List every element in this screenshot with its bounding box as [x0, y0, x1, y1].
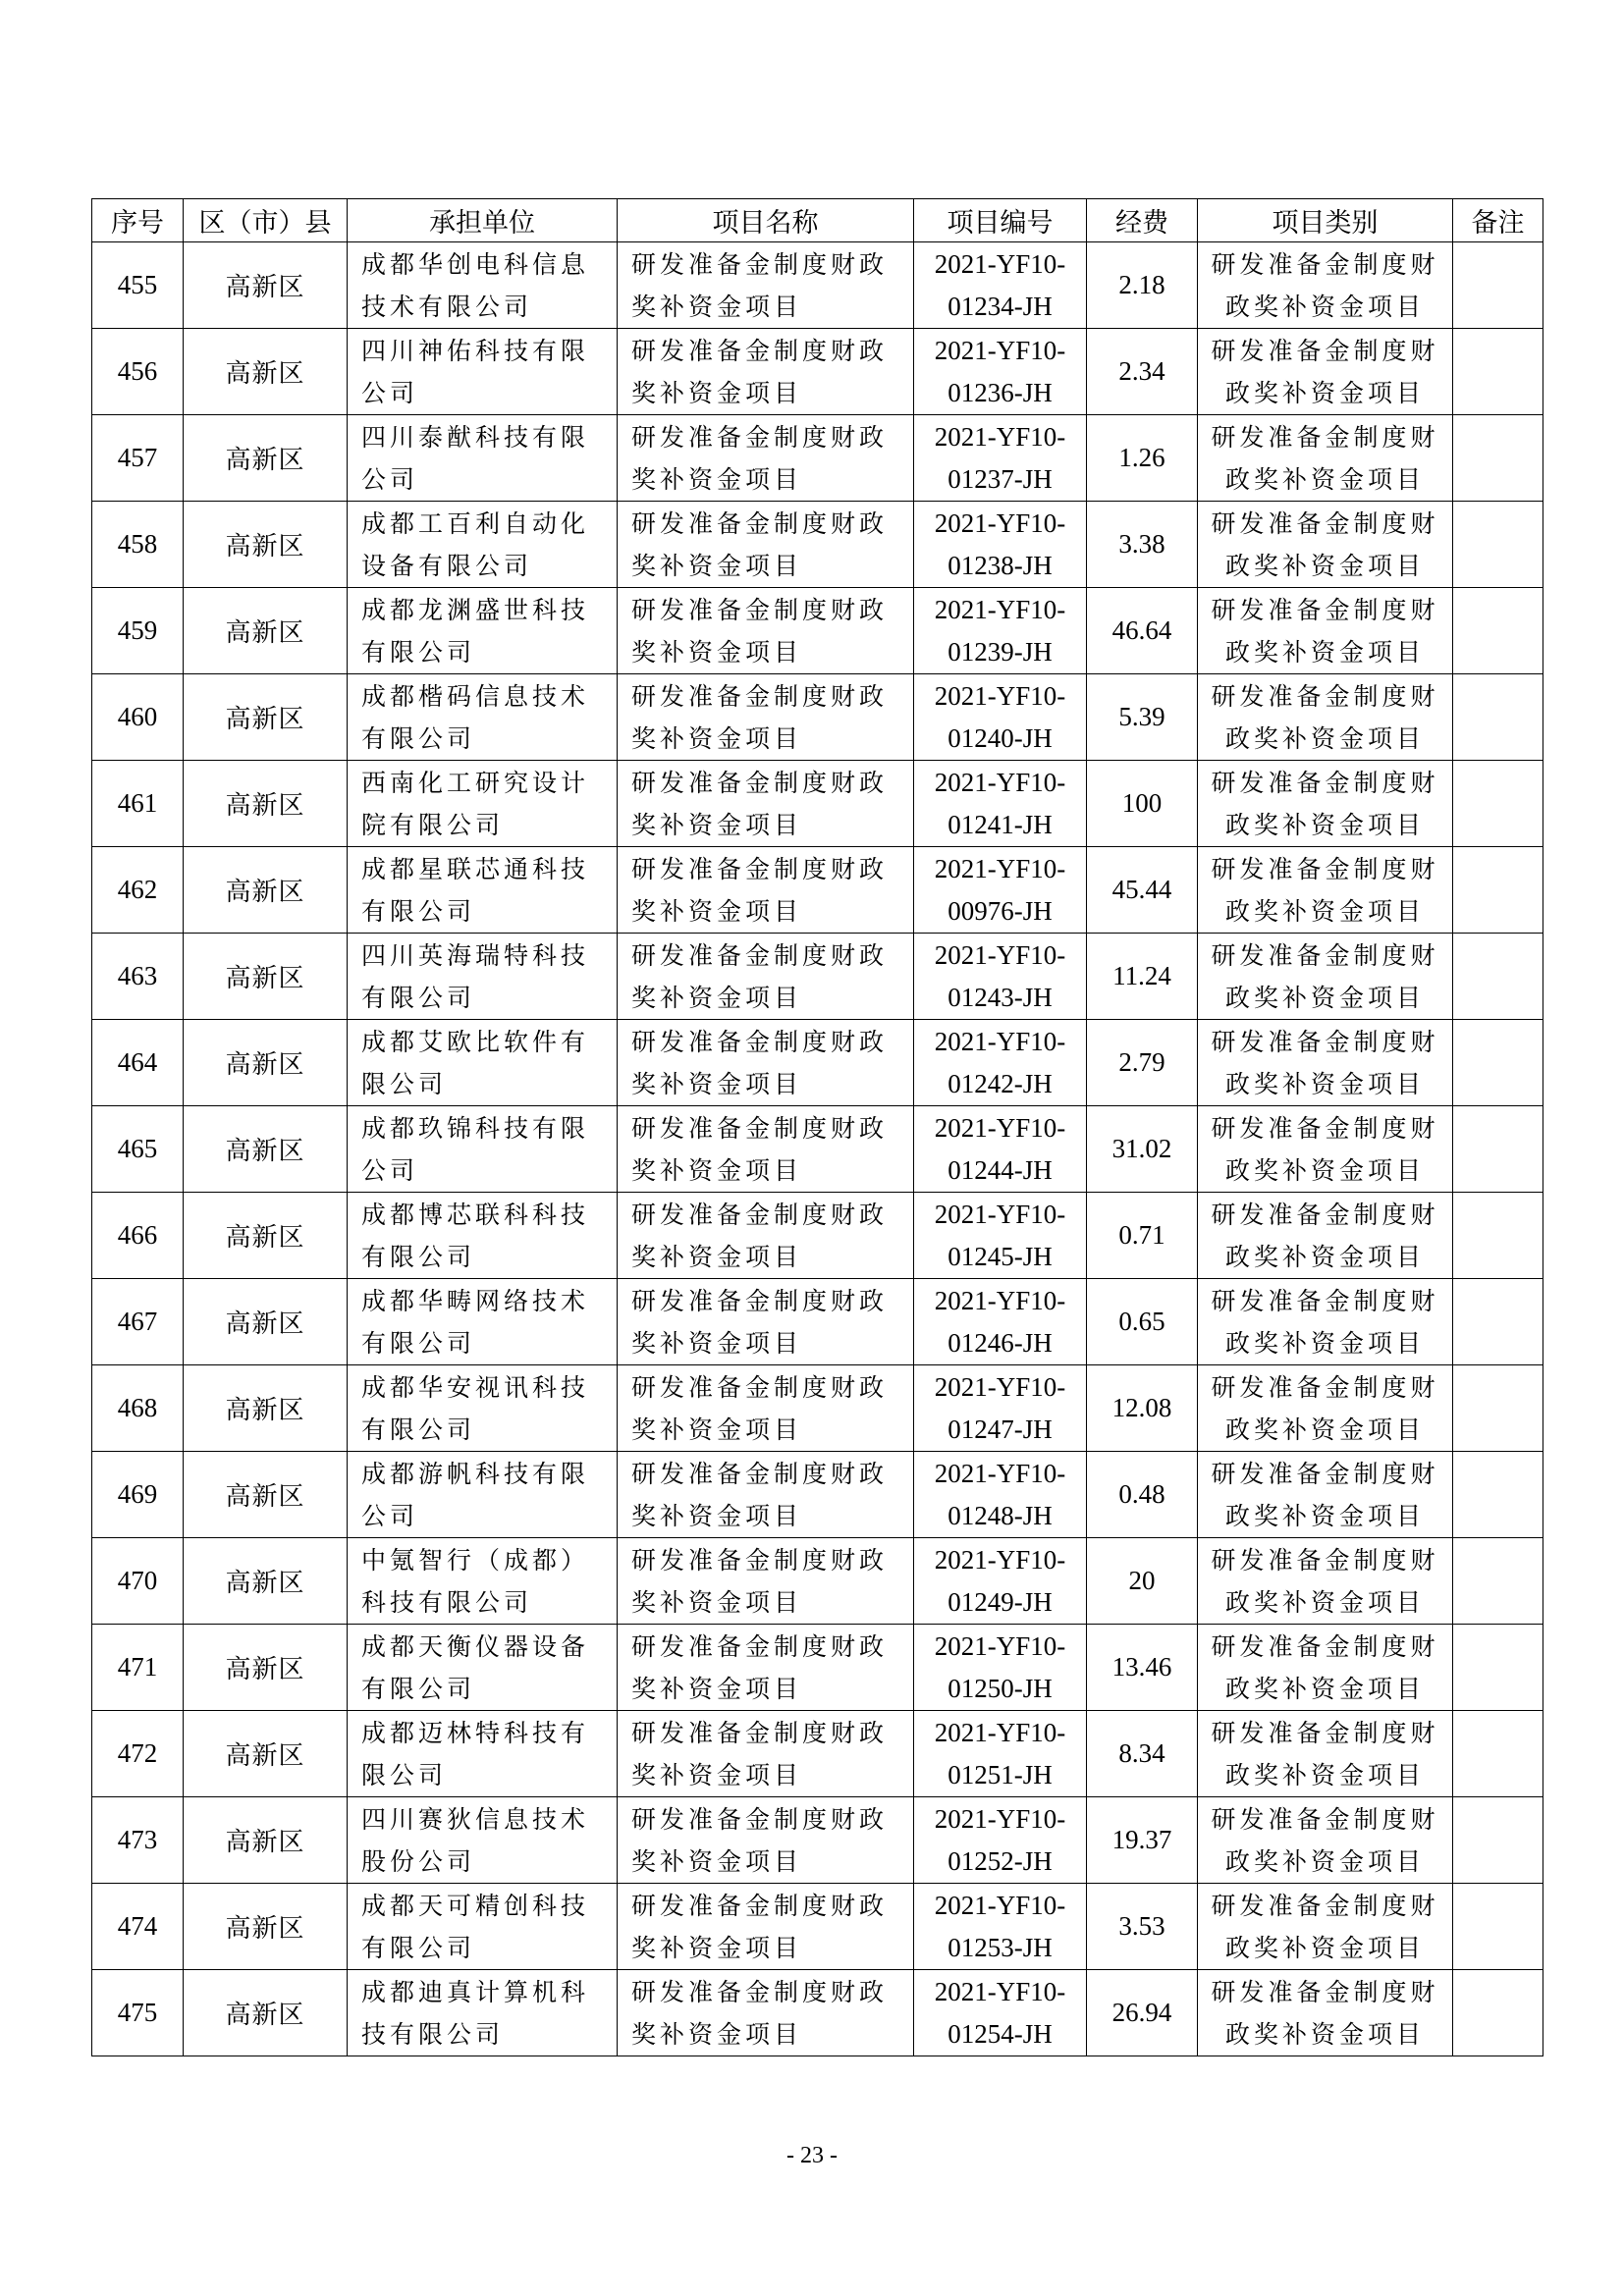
cell-unit: 成都天可精创科技有限公司 [348, 1884, 618, 1970]
cell-category: 研发准备金制度财政奖补资金项目 [1198, 847, 1453, 934]
cell-district: 高新区 [184, 415, 348, 502]
cell-project-name: 研发准备金制度财政奖补资金项目 [618, 1452, 914, 1538]
cell-unit: 成都龙渊盛世科技有限公司 [348, 588, 618, 674]
cell-unit: 成都华畴网络技术有限公司 [348, 1279, 618, 1365]
cell-project-code [914, 588, 1087, 674]
cell-fee: 0.71 [1087, 1193, 1198, 1279]
cell-note [1453, 1884, 1543, 1970]
cell-category: 研发准备金制度财政奖补资金项目 [1198, 329, 1453, 415]
table-row [92, 1625, 1543, 1711]
project-code-line2: 00976-JH [947, 895, 1053, 926]
cell-district: 高新区 [184, 588, 348, 674]
cell-seq: 468 [92, 1365, 184, 1452]
cell-category: 研发准备金制度财政奖补资金项目 [1198, 1625, 1453, 1711]
cell-seq: 469 [92, 1452, 184, 1538]
cell-category: 研发准备金制度财政奖补资金项目 [1198, 934, 1453, 1020]
table-row [92, 761, 1543, 847]
table-row [92, 1970, 1543, 2056]
project-code-line2: 01237-JH [947, 463, 1053, 494]
cell-project-name: 研发准备金制度财政奖补资金项目 [618, 588, 914, 674]
table-row [92, 329, 1543, 415]
cell-category: 研发准备金制度财政奖补资金项目 [1198, 1020, 1453, 1106]
cell-unit: 四川英海瑞特科技有限公司 [348, 934, 618, 1020]
cell-district: 高新区 [184, 1884, 348, 1970]
cell-fee: 12.08 [1087, 1365, 1198, 1452]
cell-project-name: 研发准备金制度财政奖补资金项目 [618, 1797, 914, 1884]
header-category: 项目类别 [1198, 199, 1453, 242]
cell-fee: 26.94 [1087, 1970, 1198, 2056]
cell-note [1453, 1452, 1543, 1538]
cell-district: 高新区 [184, 934, 348, 1020]
header-project-name: 项目名称 [618, 199, 914, 242]
cell-seq: 473 [92, 1797, 184, 1884]
cell-category: 研发准备金制度财政奖补资金项目 [1198, 242, 1453, 329]
table-row [92, 1106, 1543, 1193]
cell-seq: 456 [92, 329, 184, 415]
cell-note [1453, 847, 1543, 934]
cell-unit: 成都楷码信息技术有限公司 [348, 674, 618, 761]
table-row [92, 588, 1543, 674]
cell-district: 高新区 [184, 1797, 348, 1884]
cell-fee: 46.64 [1087, 588, 1198, 674]
header-fee: 经费 [1087, 199, 1198, 242]
cell-district: 高新区 [184, 242, 348, 329]
cell-seq: 466 [92, 1193, 184, 1279]
project-code-line1: 2021-YF10- [934, 1890, 1066, 1920]
cell-project-code [914, 674, 1087, 761]
table-row [92, 1538, 1543, 1625]
project-code-line2: 01249-JH [947, 1586, 1053, 1617]
header-unit: 承担单位 [348, 199, 618, 242]
cell-category: 研发准备金制度财政奖补资金项目 [1198, 502, 1453, 588]
cell-note [1453, 1020, 1543, 1106]
project-code-line2: 01253-JH [947, 1932, 1053, 1962]
cell-category: 研发准备金制度财政奖补资金项目 [1198, 674, 1453, 761]
cell-unit: 成都迪真计算机科技有限公司 [348, 1970, 618, 2056]
cell-project-code [914, 1365, 1087, 1452]
cell-project-name: 研发准备金制度财政奖补资金项目 [618, 674, 914, 761]
table-row [92, 674, 1543, 761]
cell-fee: 20 [1087, 1538, 1198, 1625]
cell-note [1453, 1538, 1543, 1625]
cell-project-code [914, 1625, 1087, 1711]
cell-note [1453, 329, 1543, 415]
table-row [92, 502, 1543, 588]
cell-fee: 31.02 [1087, 1106, 1198, 1193]
cell-category: 研发准备金制度财政奖补资金项目 [1198, 1538, 1453, 1625]
table-row [92, 1452, 1543, 1538]
page-number: - 23 - [786, 2143, 838, 2168]
cell-fee: 1.26 [1087, 415, 1198, 502]
table-row [92, 1711, 1543, 1797]
cell-unit: 成都华创电科信息技术有限公司 [348, 242, 618, 329]
cell-unit: 成都玖锦科技有限公司 [348, 1106, 618, 1193]
cell-unit: 四川赛狄信息技术股份公司 [348, 1797, 618, 1884]
cell-project-code [914, 1538, 1087, 1625]
cell-project-name: 研发准备金制度财政奖补资金项目 [618, 761, 914, 847]
cell-district: 高新区 [184, 1970, 348, 2056]
project-code-line1: 2021-YF10- [934, 1630, 1066, 1661]
project-code-line2: 01234-JH [947, 291, 1053, 321]
cell-note [1453, 242, 1543, 329]
project-code-line1: 2021-YF10- [934, 1026, 1066, 1056]
cell-unit: 四川神佑科技有限公司 [348, 329, 618, 415]
table-row [92, 1884, 1543, 1970]
table-row [92, 1797, 1543, 1884]
cell-district: 高新区 [184, 1538, 348, 1625]
project-code-line1: 2021-YF10- [934, 1803, 1066, 1834]
project-code-line2: 01240-JH [947, 722, 1053, 753]
cell-district: 高新区 [184, 674, 348, 761]
cell-unit: 成都博芯联科科技有限公司 [348, 1193, 618, 1279]
project-code-line1: 2021-YF10- [934, 1285, 1066, 1315]
cell-seq: 465 [92, 1106, 184, 1193]
cell-note [1453, 1279, 1543, 1365]
cell-project-name: 研发准备金制度财政奖补资金项目 [618, 1279, 914, 1365]
cell-note [1453, 1106, 1543, 1193]
cell-seq: 470 [92, 1538, 184, 1625]
cell-seq: 458 [92, 502, 184, 588]
cell-project-code [914, 1193, 1087, 1279]
table-row [92, 242, 1543, 329]
funding-table [91, 198, 1543, 2056]
project-code-line1: 2021-YF10- [934, 1544, 1066, 1575]
cell-district: 高新区 [184, 1020, 348, 1106]
table-body [92, 242, 1543, 2056]
cell-note [1453, 502, 1543, 588]
cell-fee: 3.38 [1087, 502, 1198, 588]
project-code-line1: 2021-YF10- [934, 507, 1066, 538]
cell-seq: 462 [92, 847, 184, 934]
project-code-line2: 01238-JH [947, 550, 1053, 580]
cell-category: 研发准备金制度财政奖补资金项目 [1198, 1711, 1453, 1797]
project-code-line2: 01246-JH [947, 1327, 1053, 1358]
table-row [92, 1020, 1543, 1106]
cell-fee: 13.46 [1087, 1625, 1198, 1711]
cell-fee: 2.34 [1087, 329, 1198, 415]
cell-project-name: 研发准备金制度财政奖补资金项目 [618, 1365, 914, 1452]
cell-project-name: 研发准备金制度财政奖补资金项目 [618, 934, 914, 1020]
cell-category: 研发准备金制度财政奖补资金项目 [1198, 1193, 1453, 1279]
cell-seq: 457 [92, 415, 184, 502]
project-code-line1: 2021-YF10- [934, 248, 1066, 279]
cell-project-name: 研发准备金制度财政奖补资金项目 [618, 1625, 914, 1711]
cell-project-name: 研发准备金制度财政奖补资金项目 [618, 502, 914, 588]
cell-district: 高新区 [184, 1625, 348, 1711]
project-code-line1: 2021-YF10- [934, 1717, 1066, 1747]
project-code-line2: 01247-JH [947, 1414, 1053, 1444]
header-project-code: 项目编号 [914, 199, 1087, 242]
project-code-line1: 2021-YF10- [934, 1199, 1066, 1229]
project-code-line2: 01242-JH [947, 1068, 1053, 1098]
table-header-row [92, 199, 1543, 242]
project-code-line2: 01239-JH [947, 636, 1053, 667]
cell-unit: 西南化工研究设计院有限公司 [348, 761, 618, 847]
cell-seq: 471 [92, 1625, 184, 1711]
cell-category: 研发准备金制度财政奖补资金项目 [1198, 1970, 1453, 2056]
cell-project-code [914, 934, 1087, 1020]
project-code-line1: 2021-YF10- [934, 853, 1066, 883]
cell-unit: 中氪智行（成都）科技有限公司 [348, 1538, 618, 1625]
header-district: 区（市）县 [184, 199, 348, 242]
cell-note [1453, 934, 1543, 1020]
cell-seq: 455 [92, 242, 184, 329]
cell-seq: 467 [92, 1279, 184, 1365]
cell-fee: 0.48 [1087, 1452, 1198, 1538]
table-row [92, 934, 1543, 1020]
cell-project-code [914, 1106, 1087, 1193]
cell-note [1453, 415, 1543, 502]
cell-district: 高新区 [184, 1365, 348, 1452]
cell-project-code [914, 1020, 1087, 1106]
cell-project-name: 研发准备金制度财政奖补资金项目 [618, 1711, 914, 1797]
project-code-line1: 2021-YF10- [934, 680, 1066, 711]
cell-category: 研发准备金制度财政奖补资金项目 [1198, 1797, 1453, 1884]
project-code-line1: 2021-YF10- [934, 1371, 1066, 1402]
project-code-line1: 2021-YF10- [934, 939, 1066, 970]
cell-project-code [914, 1279, 1087, 1365]
cell-project-code [914, 1797, 1087, 1884]
cell-seq: 460 [92, 674, 184, 761]
project-code-line2: 01243-JH [947, 982, 1053, 1012]
cell-project-code [914, 415, 1087, 502]
cell-category: 研发准备金制度财政奖补资金项目 [1198, 588, 1453, 674]
cell-category: 研发准备金制度财政奖补资金项目 [1198, 1365, 1453, 1452]
cell-seq: 475 [92, 1970, 184, 2056]
project-code-line1: 2021-YF10- [934, 1976, 1066, 2006]
cell-fee: 2.79 [1087, 1020, 1198, 1106]
cell-seq: 461 [92, 761, 184, 847]
project-code-line2: 01252-JH [947, 1845, 1053, 1876]
project-code-line2: 01244-JH [947, 1154, 1053, 1185]
cell-project-code [914, 1711, 1087, 1797]
cell-fee: 8.34 [1087, 1711, 1198, 1797]
cell-unit: 成都游帆科技有限公司 [348, 1452, 618, 1538]
cell-project-name: 研发准备金制度财政奖补资金项目 [618, 1193, 914, 1279]
cell-seq: 474 [92, 1884, 184, 1970]
cell-category: 研发准备金制度财政奖补资金项目 [1198, 761, 1453, 847]
project-code-line1: 2021-YF10- [934, 1112, 1066, 1143]
cell-project-name: 研发准备金制度财政奖补资金项目 [618, 415, 914, 502]
cell-project-code [914, 1884, 1087, 1970]
table-row [92, 1365, 1543, 1452]
cell-project-name: 研发准备金制度财政奖补资金项目 [618, 1538, 914, 1625]
table-row [92, 847, 1543, 934]
cell-district: 高新区 [184, 847, 348, 934]
cell-category: 研发准备金制度财政奖补资金项目 [1198, 1884, 1453, 1970]
cell-note [1453, 674, 1543, 761]
project-code-line1: 2021-YF10- [934, 335, 1066, 365]
cell-category: 研发准备金制度财政奖补资金项目 [1198, 415, 1453, 502]
cell-project-name: 研发准备金制度财政奖补资金项目 [618, 1970, 914, 2056]
table-row [92, 415, 1543, 502]
cell-note [1453, 1625, 1543, 1711]
cell-note [1453, 761, 1543, 847]
cell-seq: 459 [92, 588, 184, 674]
cell-unit: 成都工百利自动化设备有限公司 [348, 502, 618, 588]
cell-note [1453, 1365, 1543, 1452]
cell-fee: 2.18 [1087, 242, 1198, 329]
cell-project-code [914, 1452, 1087, 1538]
cell-project-code [914, 761, 1087, 847]
cell-district: 高新区 [184, 761, 348, 847]
cell-district: 高新区 [184, 1711, 348, 1797]
project-code-line1: 2021-YF10- [934, 1458, 1066, 1488]
project-code-line2: 01241-JH [947, 809, 1053, 839]
project-code-line2: 01254-JH [947, 2018, 1053, 2049]
cell-seq: 464 [92, 1020, 184, 1106]
cell-district: 高新区 [184, 1279, 348, 1365]
cell-fee: 3.53 [1087, 1884, 1198, 1970]
project-code-line2: 01236-JH [947, 377, 1053, 407]
cell-district: 高新区 [184, 1193, 348, 1279]
project-code-line2: 01251-JH [947, 1759, 1053, 1789]
cell-fee: 0.65 [1087, 1279, 1198, 1365]
cell-project-name: 研发准备金制度财政奖补资金项目 [618, 1106, 914, 1193]
cell-unit: 四川泰猷科技有限公司 [348, 415, 618, 502]
cell-fee: 11.24 [1087, 934, 1198, 1020]
table-row [92, 1193, 1543, 1279]
cell-unit: 成都迈林特科技有限公司 [348, 1711, 618, 1797]
header-seq: 序号 [92, 199, 184, 242]
cell-project-code [914, 329, 1087, 415]
cell-project-name: 研发准备金制度财政奖补资金项目 [618, 847, 914, 934]
cell-seq: 472 [92, 1711, 184, 1797]
cell-fee: 19.37 [1087, 1797, 1198, 1884]
cell-fee: 45.44 [1087, 847, 1198, 934]
cell-fee: 100 [1087, 761, 1198, 847]
table-row [92, 1279, 1543, 1365]
cell-project-name: 研发准备金制度财政奖补资金项目 [618, 1884, 914, 1970]
cell-note [1453, 1970, 1543, 2056]
cell-seq: 463 [92, 934, 184, 1020]
cell-category: 研发准备金制度财政奖补资金项目 [1198, 1106, 1453, 1193]
cell-project-code [914, 242, 1087, 329]
cell-project-code [914, 502, 1087, 588]
cell-district: 高新区 [184, 502, 348, 588]
project-code-line2: 01250-JH [947, 1673, 1053, 1703]
cell-project-code [914, 847, 1087, 934]
project-code-line1: 2021-YF10- [934, 767, 1066, 797]
cell-unit: 成都艾欧比软件有限公司 [348, 1020, 618, 1106]
cell-note [1453, 1193, 1543, 1279]
cell-project-code [914, 1970, 1087, 2056]
cell-fee: 5.39 [1087, 674, 1198, 761]
project-code-line2: 01248-JH [947, 1500, 1053, 1530]
cell-category: 研发准备金制度财政奖补资金项目 [1198, 1452, 1453, 1538]
project-code-line1: 2021-YF10- [934, 421, 1066, 452]
cell-note [1453, 588, 1543, 674]
cell-district: 高新区 [184, 329, 348, 415]
cell-project-name: 研发准备金制度财政奖补资金项目 [618, 1020, 914, 1106]
project-code-line1: 2021-YF10- [934, 594, 1066, 624]
cell-note [1453, 1711, 1543, 1797]
cell-project-name: 研发准备金制度财政奖补资金项目 [618, 242, 914, 329]
cell-unit: 成都天衡仪器设备有限公司 [348, 1625, 618, 1711]
header-note: 备注 [1453, 199, 1543, 242]
cell-category: 研发准备金制度财政奖补资金项目 [1198, 1279, 1453, 1365]
cell-unit: 成都华安视讯科技有限公司 [348, 1365, 618, 1452]
cell-unit: 成都星联芯通科技有限公司 [348, 847, 618, 934]
cell-note [1453, 1797, 1543, 1884]
cell-project-name: 研发准备金制度财政奖补资金项目 [618, 329, 914, 415]
cell-district: 高新区 [184, 1106, 348, 1193]
project-code-line2: 01245-JH [947, 1241, 1053, 1271]
cell-district: 高新区 [184, 1452, 348, 1538]
